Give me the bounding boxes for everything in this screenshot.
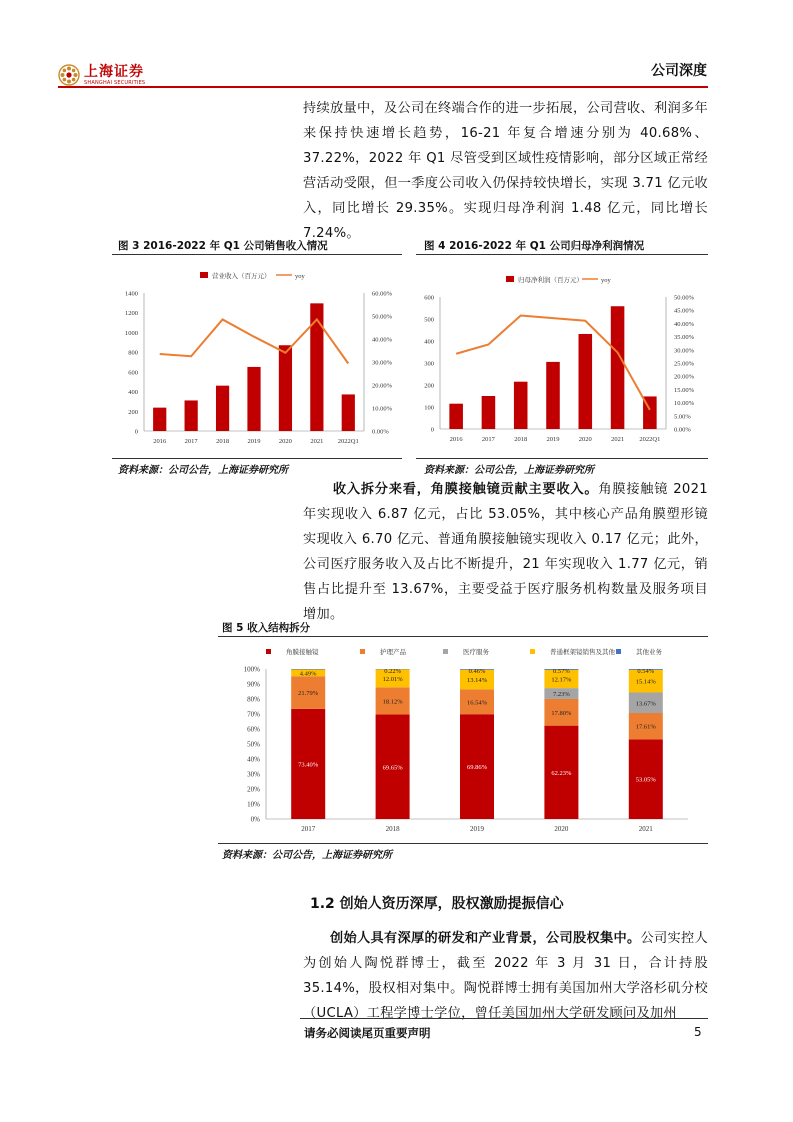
paragraph-revenue-split-lead: 收入拆分来看，角膜接触镜贡献主要收入。 [332, 482, 599, 497]
fig4-xtick-2016: 2016 [449, 436, 463, 443]
fig3-y2tick-4: 40.00% [372, 336, 393, 344]
fig5-label-2017-0: 73.40% [298, 761, 319, 769]
logo-cn-text: 上海证券 [84, 63, 144, 80]
fig4-legend-bar-label: 归母净利润（百万元） [518, 277, 583, 284]
fig4-legend-bar-swatch [506, 276, 514, 282]
fig4-source: 资料来源：公司公告，上海证券研究所 [424, 465, 594, 476]
fig5-label-2018-0: 69.65% [382, 764, 403, 772]
fig4-y2tick-1: 5.00% [674, 413, 691, 421]
fig4-bar-2020 [579, 334, 593, 429]
fig5-source: 资料来源：公司公告，上海证券研究所 [222, 850, 392, 861]
fig5-label-2021-3: 15.14% [635, 678, 656, 686]
fig4-bottom-rule [416, 458, 708, 459]
paragraph-revenue-split [303, 477, 708, 627]
fig5-ytick-3: 30% [247, 770, 260, 779]
fig4-ytick-4: 400 [424, 338, 434, 346]
fig3-y2tick-5: 50.00% [372, 313, 393, 321]
fig4-ytick-0: 0 [430, 426, 434, 434]
fig5-ytick-0: 0% [250, 815, 260, 824]
fig5-label-2019-3: 13.14% [466, 677, 488, 685]
fig4-y2tick-4: 20.00% [674, 373, 695, 381]
fig3-xtick-2021: 2021 [310, 438, 324, 445]
fig5-label-2018-3: 12.01% [382, 675, 403, 683]
fig3-xtick-2022Q1: 2022Q1 [337, 438, 359, 445]
fig3-bar-2020 [279, 345, 292, 431]
paragraph-revenue-split-body: 角膜接触镜 2021 年实现收入 6.87 亿元，占比 53.05%，其中核心产品角膜塑形镜实现收入 6.70 亿元、普通角膜接触镜实现收入 0.17 亿元；此外，公司医疗服务收入及占比不断提升，21 年实现收入 1.77 亿元，销售占比提升至 13.67%，主要受益于医疗服务机构数量及服务项目增加。 [303, 482, 708, 622]
logo-mark-icon [58, 64, 80, 86]
fig4-title: 图 4 2016-2022 年 Q1 公司归母净利润情况 [424, 240, 645, 252]
fig5-ytick-9: 90% [247, 680, 260, 689]
page-number: 5 [694, 1025, 702, 1039]
header-title: 公司深度 [651, 63, 707, 79]
fig5-ytick-6: 60% [247, 725, 260, 734]
fig3-y2tick-2: 20.00% [372, 382, 393, 390]
fig4-y2tick-9: 45.00% [674, 307, 695, 315]
fig3-title: 图 3 2016-2022 年 Q1 公司销售收入情况 [118, 240, 328, 252]
fig4-xtick-2021: 2021 [611, 436, 625, 443]
fig5-bottom-rule [218, 843, 708, 844]
fig3-legend-bar-label: 营业收入（百万元） [212, 273, 271, 280]
fig5-label-2020-1: 17.80% [551, 709, 572, 717]
fig3-bar-2019 [247, 367, 260, 431]
header-divider [58, 86, 708, 88]
fig4-ytick-3: 300 [424, 360, 434, 368]
fig5-legend-label-0: 角膜接触镜 [286, 649, 319, 656]
paragraph-founder-lead: 创始人具有深厚的研发和产业背景，公司股权集中。 [330, 931, 641, 946]
fig3-y2tick-3: 30.00% [372, 359, 393, 367]
paragraph-growth: 持续放量中，及公司在终端合作的进一步拓展，公司营收、利润多年来保持快速增长趋势，16-21 年复合增速分别为 40.68%、37.22%，2022 年 Q1 尽管受到区域性疫情影响，部分区域正常经营活动受限，但一季度公司收入仍保持较快增长，实现 3.71 亿元收入，同比增长 29.35%。实现归母净利润 1.48 亿元，同比增长 7.24%。 [303, 101, 708, 241]
fig3-y2tick-1: 10.00% [372, 405, 393, 413]
fig5-legend-swatch-1 [360, 649, 365, 654]
fig4-y2tick-7: 35.00% [674, 334, 695, 342]
fig3-ytick-3: 600 [128, 369, 138, 377]
fig4-xtick-2020: 2020 [578, 436, 592, 443]
fig4-xtick-2017: 2017 [481, 436, 495, 443]
fig5-ytick-2: 20% [247, 785, 260, 794]
fig5-label-2021-4: 0.54% [637, 667, 655, 675]
fig5-label-2018-4: 0.22% [384, 668, 401, 675]
fig4-bar-2017 [482, 396, 496, 429]
fig3-y2tick-6: 60.00% [372, 290, 393, 298]
fig4-ytick-6: 600 [424, 294, 434, 302]
fig3-legend-bar-swatch [200, 272, 208, 278]
fig5-title: 图 5 收入结构拆分 [222, 622, 311, 634]
fig5-xtick-2018: 2018 [385, 825, 400, 833]
fig5-xtick-2020: 2020 [554, 825, 569, 833]
fig5-label-2021-1: 17.61% [635, 723, 656, 731]
fig3-bar-2016 [153, 408, 166, 431]
fig3-y2tick-0: 0.00% [372, 428, 389, 436]
fig4-bar-2019 [546, 362, 560, 429]
fig5-ytick-10: 100% [243, 665, 260, 674]
fig3-source: 资料来源：公司公告，上海证券研究所 [118, 465, 288, 476]
fig5-ytick-7: 70% [247, 710, 260, 719]
section-title: 1.2 创始人资历深厚，股权激励提振信心 [310, 896, 564, 912]
fig5-label-2019-0: 69.86% [466, 764, 488, 772]
fig4-y2tick-3: 15.00% [674, 386, 695, 394]
fig3-bar-2022Q1 [342, 394, 355, 431]
fig4-xtick-2022Q1: 2022Q1 [639, 436, 661, 443]
footer-divider [300, 1018, 708, 1019]
fig5-label-2020-3: 12.17% [551, 676, 572, 684]
fig5-label-2019-1: 16.54% [466, 699, 488, 707]
logo-en-text: SHANGHAI SECURITIES [84, 79, 146, 86]
fig5-legend-swatch-3 [530, 649, 535, 654]
fig5-legend-swatch-4 [616, 649, 621, 654]
fig3-xtick-2019: 2019 [247, 438, 261, 445]
fig4-y2tick-0: 0.00% [674, 426, 691, 434]
fig4-xtick-2019: 2019 [546, 436, 560, 443]
fig4-ytick-1: 100 [424, 404, 434, 412]
fig5-ytick-4: 40% [247, 755, 260, 764]
fig3-ytick-5: 1000 [125, 329, 138, 337]
fig5-label-2021-0: 53.05% [635, 776, 656, 784]
fig5-ytick-8: 80% [247, 695, 260, 704]
fig5-ytick-5: 50% [247, 740, 260, 749]
fig5-legend-swatch-0 [266, 649, 271, 654]
fig3-xtick-2018: 2018 [216, 438, 230, 445]
footer-disclaimer: 请务必阅读尾页重要声明 [304, 1026, 431, 1040]
fig4-y2tick-5: 25.00% [674, 360, 695, 368]
fig4-legend-line-label: yoy [601, 277, 611, 284]
fig5-label-2020-0: 62.23% [551, 769, 572, 777]
fig5-label-2018-1: 18.12% [382, 698, 403, 706]
fig5-label-2017-3: 4.49% [299, 670, 317, 678]
fig3-chart [112, 258, 404, 454]
fig3-ytick-4: 800 [128, 349, 138, 357]
fig3-bottom-rule [112, 458, 402, 459]
fig4-chart [416, 258, 708, 454]
fig5-label-2020-2: 7.23% [553, 691, 570, 699]
fig5-legend-label-3: 普通框架镜销售及其他 [550, 649, 615, 656]
fig3-ytick-6: 1200 [125, 310, 138, 318]
fig3-bar-2018 [216, 386, 229, 431]
fig4-bar-2018 [514, 382, 528, 429]
fig5-xtick-2019: 2019 [470, 825, 484, 833]
fig3-xtick-2016: 2016 [153, 438, 167, 445]
fig5-chart [218, 640, 708, 840]
fig5-legend-label-2: 医疗服务 [463, 649, 489, 656]
fig3-top-rule [112, 254, 402, 255]
fig4-xtick-2018: 2018 [514, 436, 528, 443]
fig3-bar-2017 [185, 400, 198, 431]
fig5-label-2021-2: 13.67% [635, 700, 656, 708]
fig5-ytick-1: 10% [247, 800, 260, 809]
fig5-legend-label-1: 护理产品 [380, 649, 406, 656]
fig4-ytick-2: 200 [424, 382, 434, 390]
fig3-xtick-2017: 2017 [184, 438, 198, 445]
fig3-ytick-2: 400 [128, 389, 138, 397]
company-logo [58, 62, 153, 88]
paragraph-founder [303, 926, 708, 1026]
fig5-xtick-2021: 2021 [638, 825, 653, 833]
fig4-y2tick-10: 50.00% [674, 294, 695, 302]
fig5-label-2019-4: 0.46% [468, 668, 486, 675]
paragraph-founder-body: 公司实控人为创始人陶悦群博士，截至 2022 年 3 月 31 日，合计持股 35.14%，股权相对集中。陶悦群博士拥有美国加州大学洛杉矶分校（UCLA）工程学博士学位，曾任美国加州大学研发顾问及加州 [303, 931, 709, 1021]
fig4-bar-2021 [611, 306, 625, 429]
fig5-legend-swatch-2 [443, 649, 448, 654]
fig3-xtick-2020: 2020 [278, 438, 292, 445]
fig3-ytick-0: 0 [134, 428, 138, 436]
fig4-ytick-5: 500 [424, 316, 434, 324]
fig5-label-2020-4: 0.57% [553, 668, 570, 675]
fig5-legend-label-4: 其他业务 [636, 649, 662, 656]
fig3-bar-2021 [310, 303, 323, 431]
fig3-legend-line-label: yoy [295, 273, 305, 280]
fig3-ytick-7: 1400 [125, 290, 138, 298]
fig3-ytick-1: 200 [128, 408, 138, 416]
fig4-y2tick-8: 40.00% [674, 320, 695, 328]
fig4-y2tick-2: 10.00% [674, 400, 695, 408]
fig4-bar-2016 [449, 404, 463, 429]
fig4-top-rule [416, 254, 708, 255]
fig5-xtick-2017: 2017 [301, 825, 316, 833]
fig4-y2tick-6: 30.00% [674, 347, 695, 355]
fig5-top-rule [218, 636, 708, 637]
fig5-label-2017-1: 21.79% [298, 690, 319, 698]
